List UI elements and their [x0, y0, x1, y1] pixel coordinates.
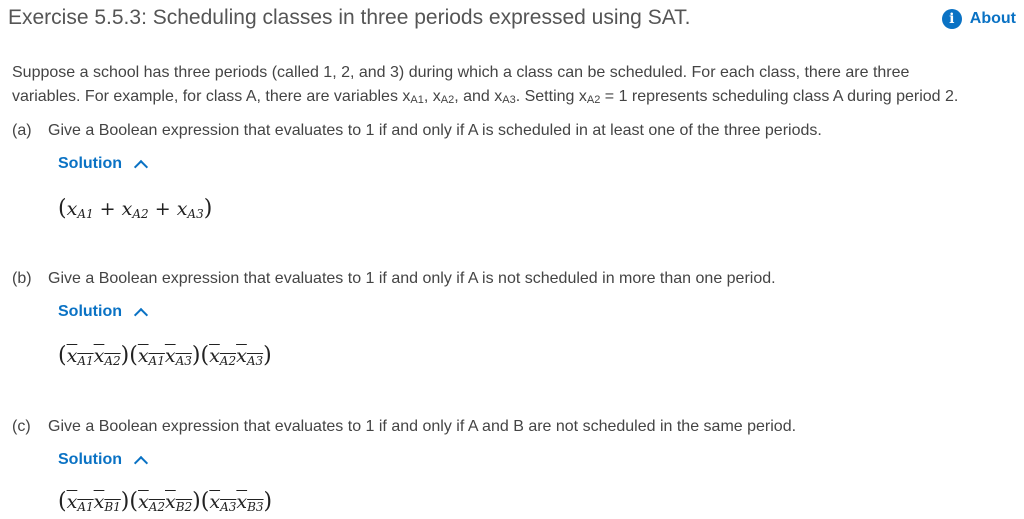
solution-expression-b: $(x_{A1}x_{A2})(x_{A1}x_{A3})(x_{A2}x_{A3})$	[58, 343, 272, 368]
intro-text: variables. For example, for class A, there are variables	[12, 88, 403, 105]
intro-line-1: Suppose a school has three periods (called 1, 2, and 3) during which a class can be scheduled. For each class, there are three	[12, 64, 910, 81]
about-button[interactable]	[942, 9, 1016, 29]
solution-toggle-b[interactable]	[58, 303, 146, 321]
question-a	[12, 122, 822, 140]
question-tag: (b)	[12, 270, 32, 287]
about-label: About	[969, 10, 1016, 27]
question-tag: (a)	[12, 122, 32, 139]
intro-text: , and	[454, 88, 495, 105]
intro-text: ,	[423, 88, 433, 105]
solution-label: Solution	[58, 303, 122, 320]
intro-text: = 1 represents scheduling class A during period 2.	[600, 88, 959, 105]
question-text: Give a Boolean expression that evaluates to 1 if and only if A is not scheduled in more than one period.	[48, 270, 776, 287]
solution-label: Solution	[58, 451, 122, 468]
var-xa2: $x_{A2}$	[578, 88, 601, 106]
chevron-up-icon	[134, 455, 148, 469]
solution-toggle-c[interactable]	[58, 451, 146, 469]
question-text: Give a Boolean expression that evaluates to 1 if and only if A and B are not scheduled in the same period.	[48, 418, 797, 435]
intro-text: . Setting	[515, 88, 579, 105]
page-title: Exercise 5.5.3: Scheduling classes in three periods expressed using SAT.	[8, 6, 691, 29]
chevron-up-icon	[134, 307, 148, 321]
var-xa2: $x_{A2}$	[432, 88, 455, 106]
solution-label: Solution	[58, 155, 122, 172]
question-text: Give a Boolean expression that evaluates to 1 if and only if A is scheduled in at least one of the three periods.	[48, 122, 822, 139]
info-icon: i	[942, 9, 962, 29]
intro-paragraph	[12, 61, 1022, 112]
solution-toggle-a[interactable]	[58, 155, 146, 173]
solution-expression-a: $(x_{A1} + x_{A2} + x_{A3})$	[58, 196, 213, 221]
question-c	[12, 418, 796, 436]
chevron-up-icon	[134, 159, 148, 173]
intro-line-2	[12, 85, 1022, 112]
question-tag: (c)	[12, 418, 31, 435]
question-b	[12, 270, 776, 288]
var-xa1: $x_{A1}$	[402, 88, 424, 106]
var-xa3: $x_{A3}$	[494, 88, 516, 106]
solution-expression-c: $(x_{A1}x_{B1})(x_{A2}x_{B2})(x_{A3}x_{B3})$	[58, 489, 273, 514]
